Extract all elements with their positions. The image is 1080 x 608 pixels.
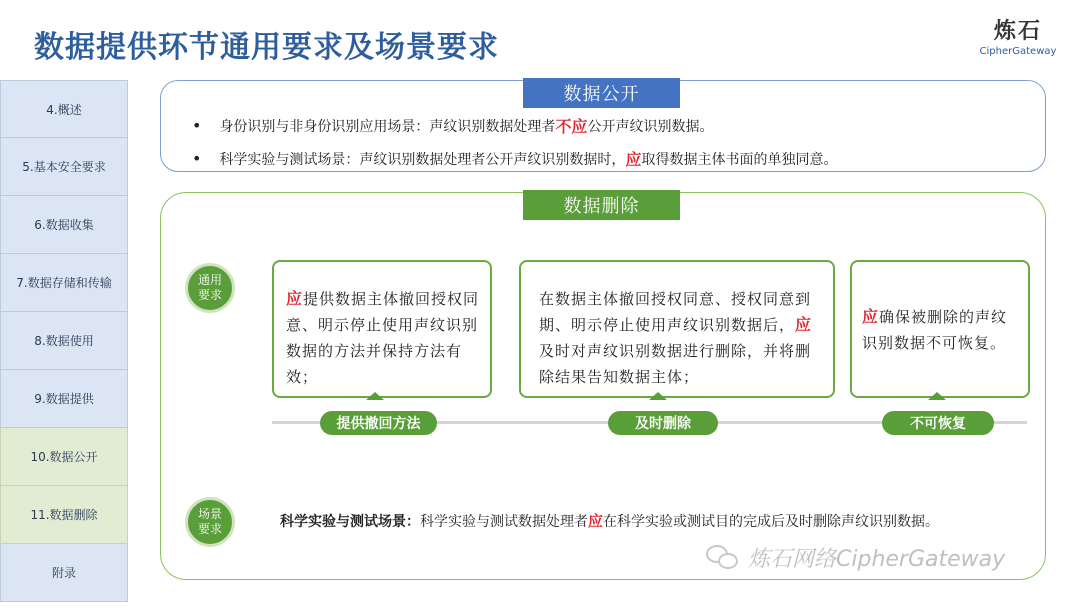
deletion-header: 数据删除	[523, 190, 680, 220]
scene-emphasis: 应	[588, 512, 604, 530]
requirement-card-timely	[519, 260, 835, 398]
general-requirements-badge	[185, 263, 235, 313]
wechat-icon	[706, 545, 740, 571]
card-emphasis: 应	[862, 307, 880, 326]
caret-up-icon	[649, 392, 667, 400]
card-text-post: 及时对声纹识别数据进行删除，并将删除结果告知数据主体；	[539, 342, 812, 386]
requirement-card-withdraw	[272, 260, 492, 398]
card-emphasis: 应	[286, 289, 304, 308]
sidebar-item-provision[interactable]: 9.数据提供	[0, 370, 128, 428]
caret-up-icon	[928, 392, 946, 400]
sidebar-item-basic-security[interactable]: 5.基本安全要求	[0, 138, 128, 196]
card-text-pre: 在数据主体撤回授权同意、授权同意到期、明示停止使用声纹识别数据后，	[539, 290, 812, 334]
disclosure-bullet-1	[192, 114, 713, 137]
caret-up-icon	[366, 392, 384, 400]
sidebar-item-appendix[interactable]: 附录	[0, 544, 128, 602]
bullet-text-post: 公开声纹识别数据。	[587, 118, 714, 135]
bullet-dot-icon: •	[192, 116, 202, 135]
brand-logo	[970, 14, 1066, 57]
bullet-dot-icon: •	[192, 149, 202, 168]
sidebar-item-overview[interactable]: 4.概述	[0, 80, 128, 138]
sidebar-item-deletion[interactable]: 11.数据删除	[0, 486, 128, 544]
scene-requirement-text	[280, 510, 939, 531]
tag-irrecoverable: 不可恢复	[882, 411, 994, 435]
scene-pre: 科学实验与测试数据处理者	[420, 514, 588, 530]
card-text: 提供数据主体撤回授权同意、明示停止使用声纹识别数据的方法并保持方法有效；	[286, 290, 480, 386]
tag-withdraw-method: 提供撤回方法	[320, 411, 437, 435]
bullet-emphasis: 应	[625, 150, 642, 169]
scene-requirements-badge	[185, 497, 235, 547]
tag-timely-delete: 及时删除	[608, 411, 718, 435]
bullet-text-post: 取得数据主体书面的单独同意。	[641, 151, 838, 168]
scene-lead: 科学实验与测试场景：	[280, 514, 420, 530]
card-text: 确保被删除的声纹识别数据不可恢复。	[862, 308, 1008, 352]
sidebar-nav	[0, 80, 128, 602]
logo-main-text: 炼石	[993, 19, 1042, 44]
sidebar-item-storage[interactable]: 7.数据存储和传输	[0, 254, 128, 312]
page-title: 数据提供环节通用要求及场景要求	[34, 30, 499, 65]
sidebar-item-collection[interactable]: 6.数据收集	[0, 196, 128, 254]
bullet-text-pre: 身份识别与非身份识别应用场景：声纹识别数据处理者	[219, 118, 556, 135]
scene-requirements-label: 场景 要求	[197, 507, 222, 536]
sidebar-item-usage[interactable]: 8.数据使用	[0, 312, 128, 370]
scene-post: 在科学实验或测试目的完成后及时删除声纹识别数据。	[603, 514, 940, 530]
sidebar-item-disclosure[interactable]: 10.数据公开	[0, 428, 128, 486]
disclosure-header: 数据公开	[523, 78, 680, 108]
disclosure-bullet-2	[192, 147, 837, 170]
logo-sub-text: CipherGateway	[979, 46, 1057, 57]
general-requirements-label: 通用 要求	[197, 273, 222, 302]
bullet-text-pre: 科学实验与测试场景：声纹识别数据处理者公开声纹识别数据时，	[219, 151, 626, 168]
bullet-emphasis: 不应	[555, 117, 588, 136]
wechat-watermark	[706, 542, 1005, 573]
requirement-card-irrecoverable	[850, 260, 1030, 398]
watermark-text: 炼石网络CipherGateway	[748, 547, 1006, 572]
card-emphasis: 应	[795, 315, 813, 334]
